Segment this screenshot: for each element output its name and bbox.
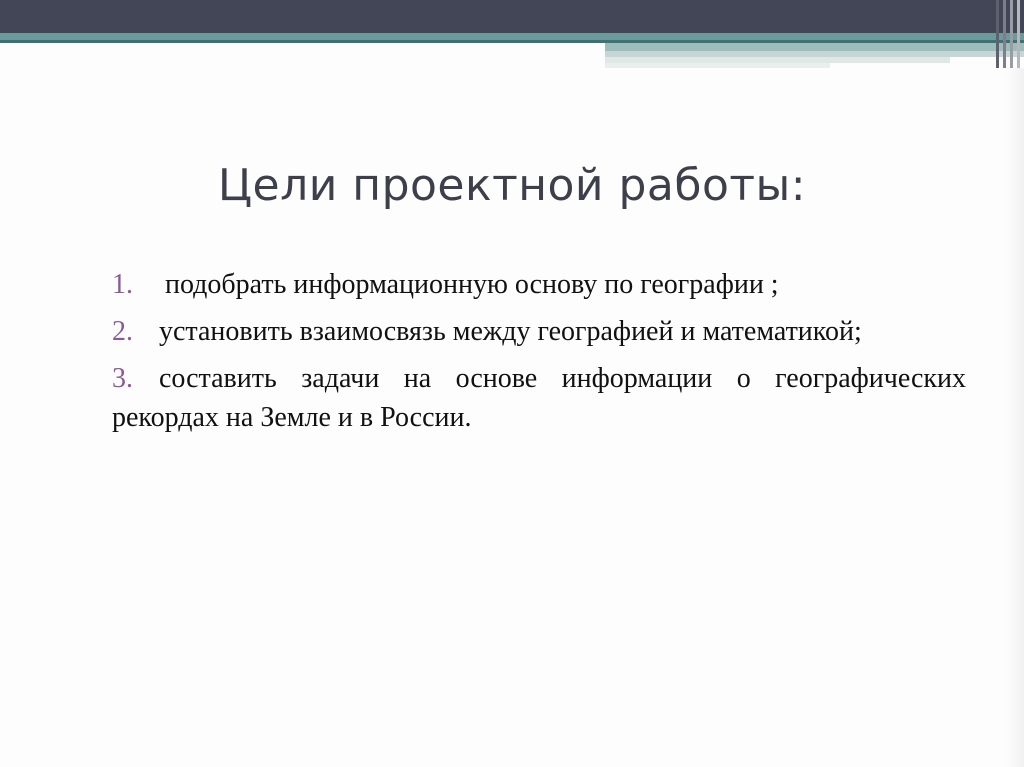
corner-stripe [1010, 0, 1013, 68]
slide-title: Цели проектной работы: [217, 160, 807, 211]
corner-stripe [996, 0, 999, 68]
header-band-teal [0, 33, 1024, 40]
goal-number: 2. [112, 316, 133, 347]
header-band-dark [0, 0, 1024, 33]
header-accent-band [605, 43, 1024, 51]
corner-stripe [1003, 0, 1006, 68]
header-accent-band [605, 63, 830, 68]
goal-number: 1. [112, 269, 133, 300]
goal-item [112, 312, 966, 351]
goal-text: составить задачи на основе информации о географических рекордах на Земле и в России. [112, 363, 966, 433]
goal-number: 3. [112, 363, 133, 394]
goals-list [112, 265, 966, 445]
corner-stripe [1017, 0, 1020, 68]
goal-text: подобрать информационную основу по географии ; [165, 269, 779, 300]
goal-item [112, 265, 966, 304]
goal-item [112, 359, 966, 437]
goal-text: установить взаимосвязь между географией и математикой; [159, 316, 862, 347]
